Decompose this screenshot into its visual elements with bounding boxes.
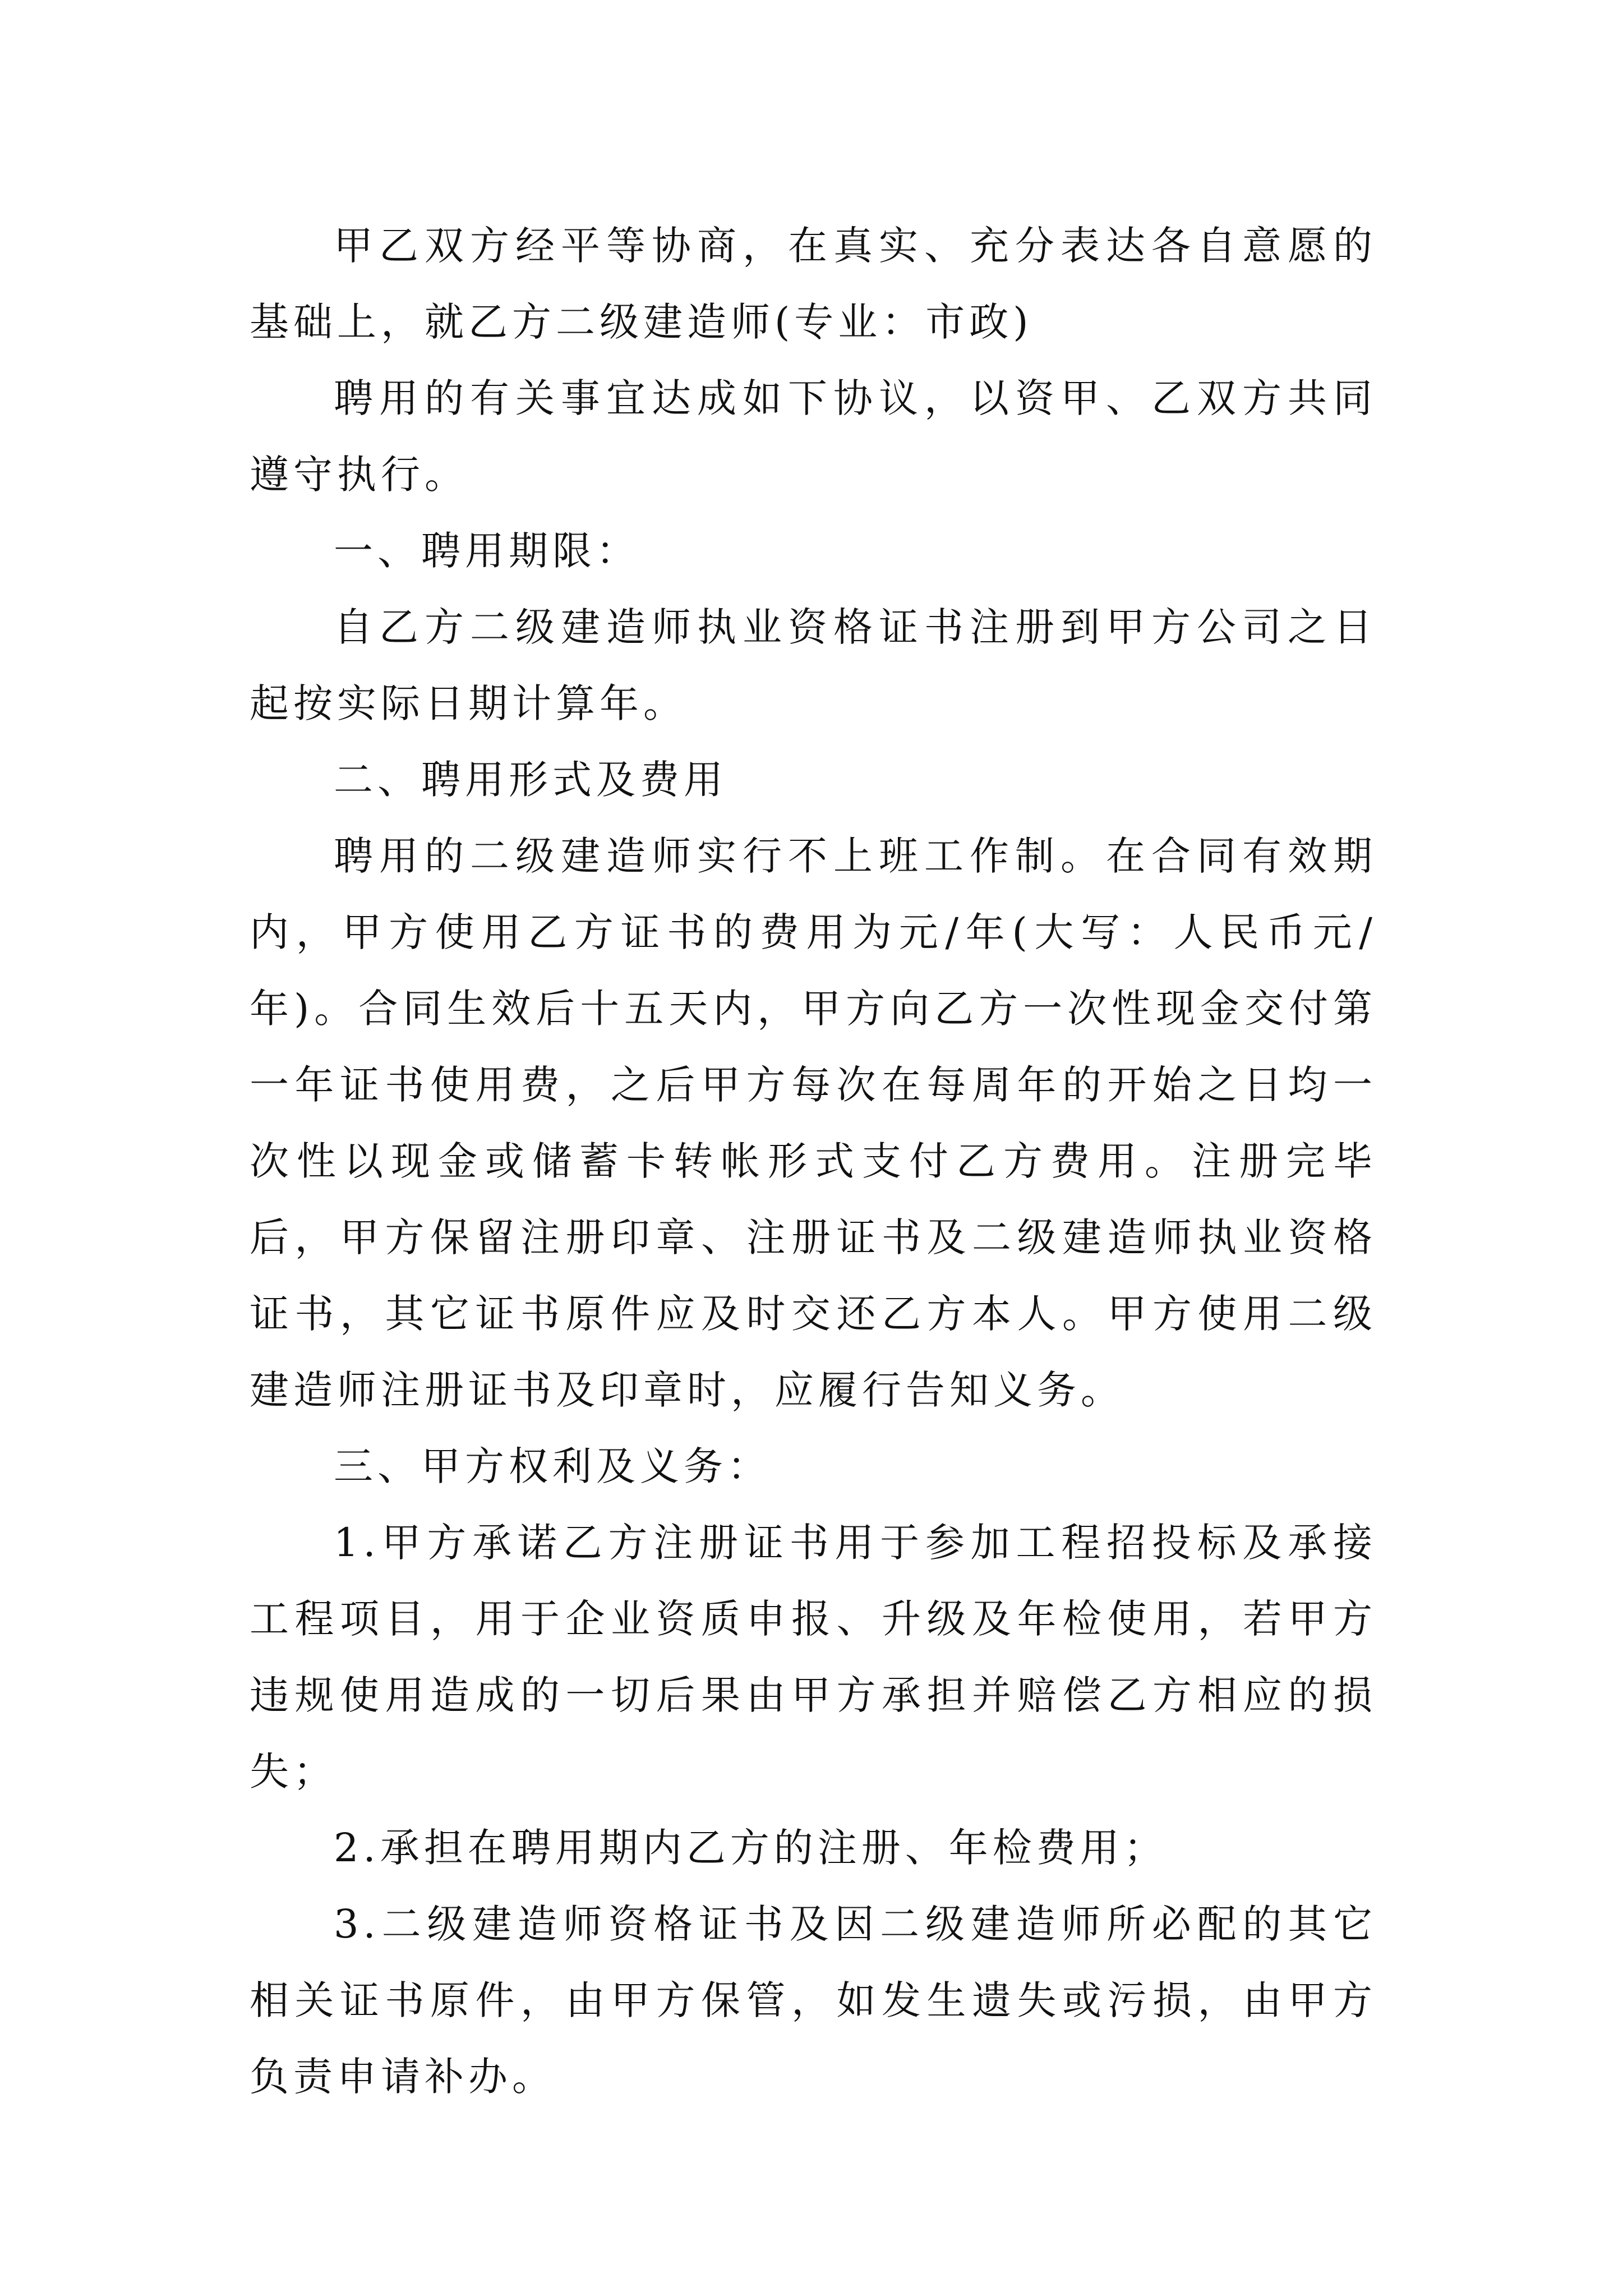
section-heading-term: 一、聘用期限： [334, 528, 640, 574]
paragraph-clause-3: 3.二级建造师资格证书及因二级建造师所必配的其它相关证书原件，由甲方保管，如发生遗失或污损，由甲方负责申请补办。 [250, 1901, 1377, 2100]
document-body [250, 208, 1377, 2115]
section-heading-party-a-rights: 三、甲方权利及义务： [334, 1443, 771, 1489]
paragraph-agreement: 聘用的有关事宜达成如下协议，以资甲、乙双方共同遵守执行。 [250, 375, 1377, 498]
paragraph-clause-1: 1.甲方承诺乙方注册证书用于参加工程招投标及承接工程项目，用于企业资质申报、升级及年检使用，若甲方违规使用造成的一切后果由甲方承担并赔偿乙方相应的损失； [250, 1520, 1377, 1795]
section-heading-form-fees: 二、聘用形式及费用 [334, 757, 727, 803]
paragraph-intro: 甲乙双方经平等协商，在真实、充分表达各自意愿的基础上，就乙方二级建造师(专业：市政) [250, 223, 1377, 345]
paragraph-form-fees: 聘用的二级建造师实行不上班工作制。在合同有效期内，甲方使用乙方证书的费用为元/年(大写：人民币元/年)。合同生效后十五天内，甲方向乙方一次性现金交付第一年证书使用费，之后甲方每次在每周年的开始之日均一次性以现金或储蓄卡转帐形式支付乙方费用。注册完毕后，甲方保留注册印章、注册证书及二级建造师执业资格证书，其它证书原件应及时交还乙方本人。甲方使用二级建造师注册证书及印章时，应履行告知义务。 [250, 833, 1377, 1413]
paragraph-clause-2: 2.承担在聘用期内乙方的注册、年检费用； [334, 1825, 1168, 1871]
paragraph-term: 自乙方二级建造师执业资格证书注册到甲方公司之日起按实际日期计算年。 [250, 604, 1377, 726]
